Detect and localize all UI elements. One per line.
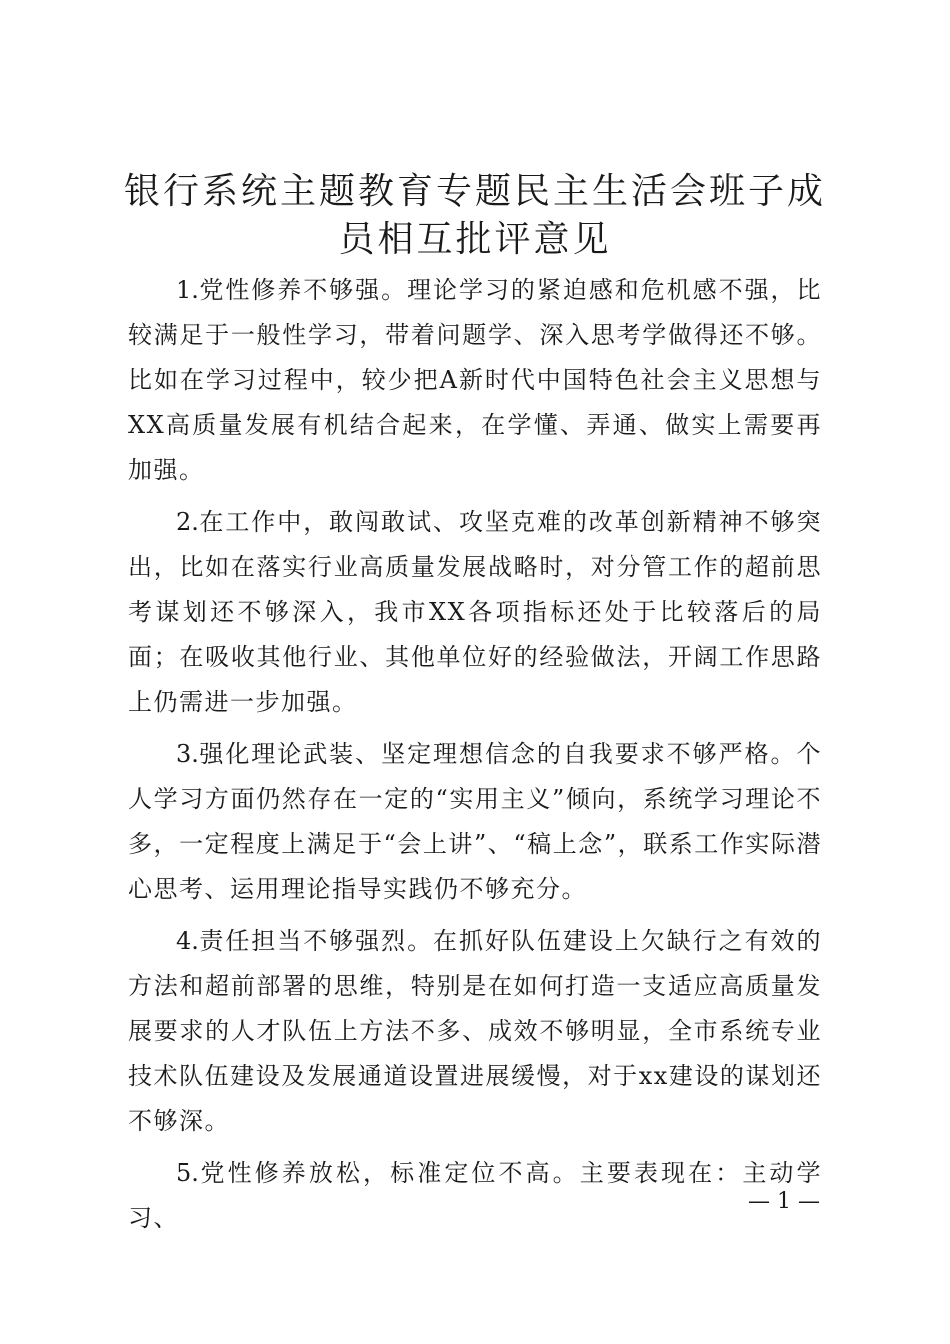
paragraph-2-text: 在工作中，敢闯敢试、攻坚克难的改革创新精神不够突出，比如在落实行业高质量发展战略时，对分管工作的超前思考谋划还不够深入，我市XX各项指标还处于比较落后的局面；在吸收其他行业、其他单位好的经验做法，开阔工作思路上仍需进一步加强。 xyxy=(128,508,822,716)
paragraph-3-number: 3. xyxy=(176,740,199,768)
document-body xyxy=(128,268,822,1248)
paragraph-4-text: 责任担当不够强烈。在抓好队伍建设上欠缺行之有效的方法和超前部署的思维，特别是在如何打造一支适应高质量发展要求的人才队伍上方法不多、成效不够明显，全市系统专业技术队伍建设及发展通道设置进展缓慢，对于xx建设的谋划还不够深。 xyxy=(128,927,822,1135)
page-number: — 1 — xyxy=(748,1189,820,1214)
paragraph-4-number: 4. xyxy=(176,927,199,955)
paragraph-1 xyxy=(128,268,822,493)
paragraph-5-number: 5. xyxy=(176,1159,199,1187)
paragraph-3 xyxy=(128,732,822,912)
paragraph-1-number: 1. xyxy=(176,276,199,304)
paragraph-3-text: 强化理论武装、坚定理想信念的自我要求不够严格。个人学习方面仍然存在一定的“实用主义”倾向，系统学习理论不多，一定程度上满足于“会上讲”、“稿上念”，联系工作实际潜心思考、运用理论指导实践仍不够充分。 xyxy=(128,740,822,903)
paragraph-1-text: 党性修养不够强。理论学习的紧迫感和危机感不强，比较满足于一般性学习，带着问题学、深入思考学做得还不够。比如在学习过程中，较少把A新时代中国特色社会主义思想与XX高质量发展有机结合起来，在学懂、弄通、做实上需要再加强。 xyxy=(128,276,822,484)
paragraph-5-text: 党性修养放松，标准定位不高。主要表现在：主动学习、 xyxy=(128,1159,822,1232)
paragraph-2 xyxy=(128,500,822,725)
document-title: 银行系统主题教育专题民主生活会班子成员相互批评意见 xyxy=(123,171,826,260)
paragraph-4 xyxy=(128,919,822,1144)
paragraph-2-number: 2. xyxy=(176,508,199,536)
